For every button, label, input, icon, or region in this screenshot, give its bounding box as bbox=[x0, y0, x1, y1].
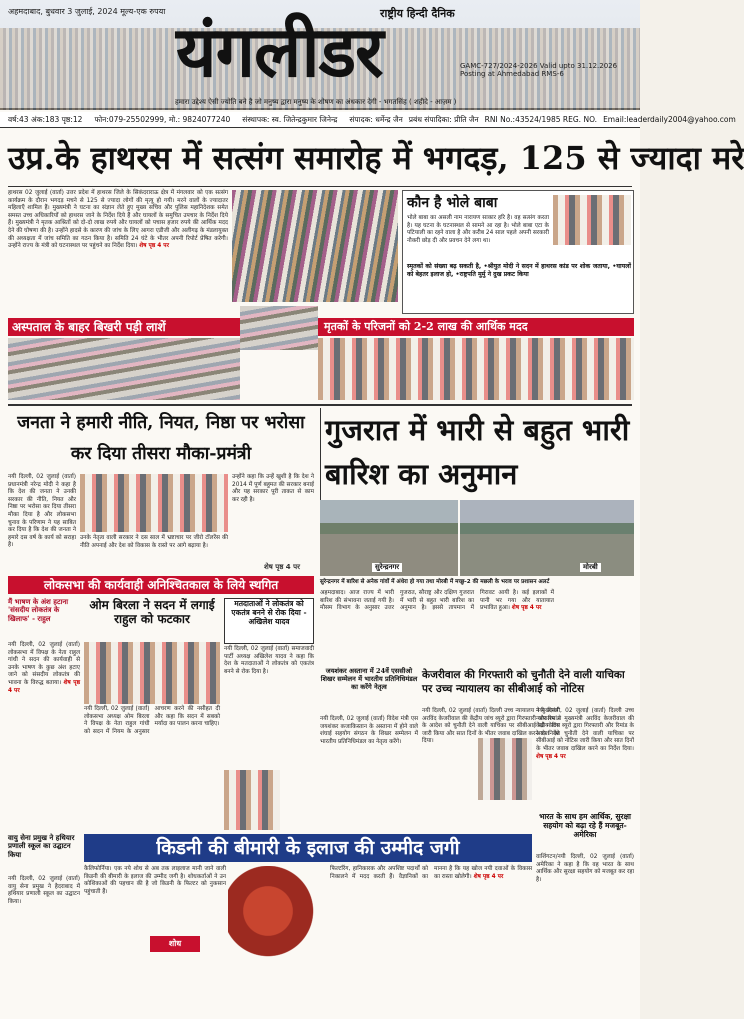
kejriwal-photo bbox=[478, 738, 532, 800]
modi-body: नयी दिल्ली, 02 जुलाई (वार्ता) प्रधानमंत्री नरेन्द्र मोदी ने कहा है कि देश की जनता ने उनकी सरकार की नीति, नियत और निष्ठा पर भरोसा कर दिया तीसरा मौका दिया है और लोकसभा चुनाव के परिणाम ने यह साबित कर दिया है कि देश की जनता ने हमारे दस वर्ष के कार्य को सराहा है। bbox=[8, 474, 76, 549]
motto: हमारा उद्देश्य ऐसी ज्योति बने है जो मनुष्य द्वारा मनुष्य के शोषण का अंधकार देगी - भगतसिंह ( शहीदे - आज़म ) bbox=[175, 98, 457, 106]
gujarat-headline: गुजरात में भारी से बहुत भारी बारिश का अनुमान bbox=[320, 408, 634, 500]
gamc-registration: GAMC-727/2024-2026 Valid upto 31.12.2026 bbox=[460, 62, 618, 70]
birla-body: नयी दिल्ली, 02 जुलाई (वार्ता) लोकसभा अध्यक्ष ओम बिरला ने विपक्ष के नेता राहुल गांधी को सदन में नियम के अनुसार आचरण करने की नसीहत दी और कहा कि सदन में सबको मर्यादा का पालन करना चाहिए। bbox=[84, 706, 220, 735]
rahul-speech-body: नयी दिल्ली, 02 जुलाई (वार्ता) लोकसभा में विपक्ष के नेता राहुल गांधी ने सदन की कार्यवाही से उनके भाषण के कुछ अंश हटाए जाने को संसदीय लोकतंत्र की भावना के विरुद्ध बताया। शेष पृष्ठ 4 पर bbox=[8, 642, 80, 694]
research-badge: शोध bbox=[150, 936, 200, 952]
bhole-baba-body: भोले बाबा का असली नाम नारायण साकार हरि है। वह सत्संग करता है। यह घटना के घटनास्थल से सामने आ रहा है। भोले बाबा एटा के पटियाली का रहने वाला है और करीब 24 साल पहले अपनी सरकारी नौकरी छोड़ दी और प्रवचन देने लगा था। bbox=[407, 215, 549, 244]
phone: फोन:079-25502999, मो.: 9824077240 bbox=[94, 114, 231, 124]
modi-parliament-photo bbox=[80, 474, 228, 532]
jaishankar-body: नयी दिल्ली, 02 जुलाई (वार्ता) विदेश मंत्री एस जयशंकर कजाकिस्तान के अस्ताना में होने वाले शंघाई सहयोग संगठन के शिखर सम्मेलन में भारतीय प्रतिनिधिमंडल का नेतृत्व करेंगे। bbox=[320, 716, 418, 745]
info-bar bbox=[0, 112, 736, 128]
kidney-body-2: फिल्टरिंग, हानिकारक और अपशिष्ट पदार्थों को निकालने में मदद करती हैं। वैज्ञानिकों का मानना है कि यह खोज नयी दवाओं के विकास का रास्ता खोलेगी। शेष पृष्ठ 4 पर bbox=[330, 866, 532, 880]
bhole-baba-highlights: स्मृतकों को संख्या बढ़ सकती है, •श्रीयुत मोदी ने सदन में हाथरस कांड पर शोक जताया, •घायलों को बेहतर इलाज हो, •राष्ट्रपति मुर्मु ने दुख प्रकट किया bbox=[407, 263, 631, 278]
rni: RNI No.:43524/1985 REG. NO. bbox=[484, 115, 598, 124]
bhole-baba-box bbox=[402, 190, 634, 314]
email: Email:leaderdaily2004@yahoo.com bbox=[603, 115, 736, 124]
kejriwal-body-2: नयी दिल्ली, 02 जुलाई (वार्ता) दिल्ली उच्च न्यायालय ने मुख्यमंत्री अरविंद केजरीवाल की केंद्रीय जांच ब्यूरो द्वारा गिरफ्तारी और रिमांड के आदेश को चुनौती देने वाली याचिका पर सीबीआई को नोटिस जारी किया और सात दिनों के भीतर जवाब दाखिल करने का निर्देश दिया। शेष पृष्ठ 4 पर bbox=[536, 708, 634, 760]
dateline: अहमदाबाद, बुधवार 3 जुलाई, 2024 मूल्य-एक रुपया bbox=[8, 7, 166, 16]
editor: संपादक: धर्मेन्द्र जैन bbox=[349, 114, 403, 124]
modi-more: शेष पृष्ठ 4 पर bbox=[264, 563, 300, 571]
founder: संस्थापक: स्व. जितेन्द्रकुमार जिनेन्द्र bbox=[242, 114, 338, 124]
us-cooperation-body: वाशिंगटन/नयी दिल्ली, 02 जुलाई (वार्ता) अमेरिका ने कहा है कि वह भारत के साथ आर्थिक और सुरक्षा सहयोग को मजबूत कर रहा है। bbox=[536, 854, 634, 883]
morbi-photo bbox=[460, 500, 634, 576]
victims-photo-left bbox=[8, 338, 240, 400]
loksabha-bar: लोकसभा की कार्यवाही अनिश्चितकाल के लिये स्थगित bbox=[8, 576, 314, 594]
gujarat-strip: सुरेन्द्रनगर में बारिश से अनेक गांवों में अंधेरा हो गया तथा मोरबी में मच्छु-2 की मछली के भराव पर प्रशासन अलर्ट bbox=[320, 579, 550, 585]
surendranagar-caption: सुरेन्द्रनगर bbox=[372, 563, 402, 572]
tagline: राष्ट्रीय हिन्दी दैनिक bbox=[380, 7, 455, 20]
gujarat-body: अहमदाबाद। आज राज्य में भारी बारिश की संभावना जताई गयी है। मौसम विभाग के अनुसार उत्तर गुजरात, सौराष्ट्र और दक्षिण गुजरात में भारी से बहुत भारी बारिश का अनुमान है। इससे तापमान में गिरावट आयी है। कई इलाकों में पानी भर गया और यातायात प्रभावित हुआ। शेष पृष्ठ 4 पर bbox=[320, 590, 554, 612]
airforce-body: नयी दिल्ली, 02 जुलाई (वार्ता) वायु सेना प्रमुख ने हैदराबाद में हथियार प्रणाली स्कूल का उद्घाटन किया। bbox=[8, 876, 80, 905]
modi-headline: जनता ने हमारी नीति, नियत, निष्ठा पर भरोसा कर दिया तीसरा मौका-प्रमंत्री bbox=[17, 413, 305, 464]
birla-headline: ओम बिरला ने सदन में लगाई राहुल को फटकार bbox=[89, 598, 215, 627]
families-photo bbox=[318, 338, 634, 400]
airforce-headline: वायु सेना प्रमुख ने हथियार प्रणाली स्कूल का उद्घाटन किया bbox=[8, 833, 75, 859]
divider bbox=[8, 186, 632, 187]
birla-rahul-photo bbox=[84, 642, 220, 704]
compensation-bar: मृतकों के परिजनों को 2-2 लाख की आर्थिक मदद bbox=[318, 318, 634, 336]
satsang-crowd-photo bbox=[232, 190, 398, 302]
akhilesh-body: नयी दिल्ली, 02 जुलाई (वार्ता) समाजवादी पार्टी अध्यक्ष अखिलेश यादव ने कहा कि देश के मतदाताओं ने लोकतंत्र को एकतंत्र बनने से रोक दिया है। bbox=[224, 646, 314, 675]
victims-photo-center bbox=[240, 306, 318, 350]
manager: प्रबंध संपादिका: प्रीति जैन bbox=[408, 114, 479, 124]
bhole-baba-title: कौन है भोले बाबा bbox=[407, 195, 498, 211]
jaishankar-headline: जयशंकर अस्ताना में 24वें एससीओ शिखर सम्मेलन में भारतीय प्रतिनिधिमंडल का करेंगे नेतृत्व bbox=[320, 667, 418, 691]
modi-body-3: उन्होंने कहा कि उन्हें खुशी है कि देश ने 2014 में पूर्ण बहुमत की सरकार बनाई और यह सरकार पूरी ताकत से काम कर रही है। bbox=[232, 474, 314, 503]
hospital-bar: अस्पताल के बाहर बिखरी पड़ी लाशें bbox=[8, 318, 240, 336]
us-cooperation-headline: भारत के साथ हम आर्थिक, सुरक्षा सहयोग को बढ़ा रहे हैं मजबूत-अमेरिका bbox=[539, 812, 631, 839]
posting-info: Posting at Ahmedabad RMS-6 bbox=[460, 70, 564, 78]
kidney-body: कैलिफोर्निया। एक नये शोध से अब तक लाइलाज मानी जाने वाली किडनी की बीमारी के इलाज की उम्मीद जगी है। शोधकर्ताओं ने उन कोशिकाओं की पहचान की है जो किडनी के फिल्टर को नुकसान पहुंचाती हैं। bbox=[84, 866, 226, 895]
kidney-headline: किडनी की बीमारी के इलाज की उम्मीद जगी bbox=[84, 834, 532, 862]
kidney-illustration bbox=[228, 866, 328, 966]
akhilesh-photo bbox=[224, 770, 280, 830]
morbi-caption: मोरबी bbox=[580, 563, 601, 572]
divider bbox=[8, 404, 632, 406]
issue-number: वर्ष:43 अंक:183 पृष्ठ:12 bbox=[8, 114, 83, 124]
bhole-baba-photo bbox=[553, 195, 631, 245]
lead-body: हाथरस 02 जुलाई (वार्ता) उत्तर प्रदेश में हाथरस जिले के सिकंदराराऊ क्षेत्र में मंगलवार को एक सत्संग कार्यक्रम के दौरान भगदड़ मचने से 125 से ज्यादा लोगों की मृत्यु हो गयी। मरने वालों के ज्यादातर महिलाएँ शामिल हैं। मुख्यमंत्री ने घटना का संज्ञान लेते हुए मुख्य सचिव और पुलिस महानिदेशक समेत समस्त उच्च अधिकारियों को हाथरस जाने के निर्देश दिये हैं और घायलों के समुचित उपचार के निर्देश दिये हैं। मुख्यमंत्री ने मृतक आश्रितों को दो-दो लाख रुपये और घायलों को पचास हजार रुपये की आर्थिक मदद देने की घोषणा की है। उन्होंने हादसे के कारण की जांच के लिए आगरा एडीजी और अलीगढ़ के मंडलायुक्त की अध्यक्षता में जांच समिति का गठन किया है। समिति 24 घंटे के भीतर अपनी रिपोर्ट प्रेषित करेगी। उन्होंने राज्य के मंत्री को घटनास्थल पर पहुंचने का निर्देश दिया। शेष पृष्ठ 4 पर bbox=[8, 190, 228, 250]
kejriwal-headline: केजरीवाल की गिरफ्तारी को चुनौती देने वाली याचिका पर उच्च न्यायालय का सीबीआई को नोटिस bbox=[422, 669, 625, 696]
kejriwal-body: नयी दिल्ली, 02 जुलाई (वार्ता) दिल्ली उच्च न्यायालय ने मुख्यमंत्री अरविंद केजरीवाल की केंद्रीय जांच ब्यूरो द्वारा गिरफ्तारी और रिमांड के आदेश को चुनौती देने वाली याचिका पर सीबीआई को नोटिस जारी किया और सात दिनों के भीतर जवाब दाखिल करने का निर्देश दिया। bbox=[422, 708, 560, 745]
modi-body-2: उनके नेतृत्व वाली सरकार ने दस साल में भ्रष्टाचार पर जीरो टॉलरेंस की नीति अपनाई और देश को विकास के रास्ते पर आगे बढ़ाया है। bbox=[80, 535, 228, 549]
lead-headline: उप्र.के हाथरस में सत्संग समारोह में भगदड़, 125 से ज्यादा मरे bbox=[8, 139, 744, 177]
rahul-speech-title: मैं भाषण के अंश हटाना 'संसदीय लोकतंत्र के खिलाफ' - राहुल bbox=[8, 597, 69, 623]
akhilesh-headline: मतदाताओं ने लोकतंत्र को एकतंत्र बनने से रोक दिया - अखिलेश यादव bbox=[224, 598, 314, 644]
newspaper-logo: यंगलीडर bbox=[176, 10, 383, 93]
